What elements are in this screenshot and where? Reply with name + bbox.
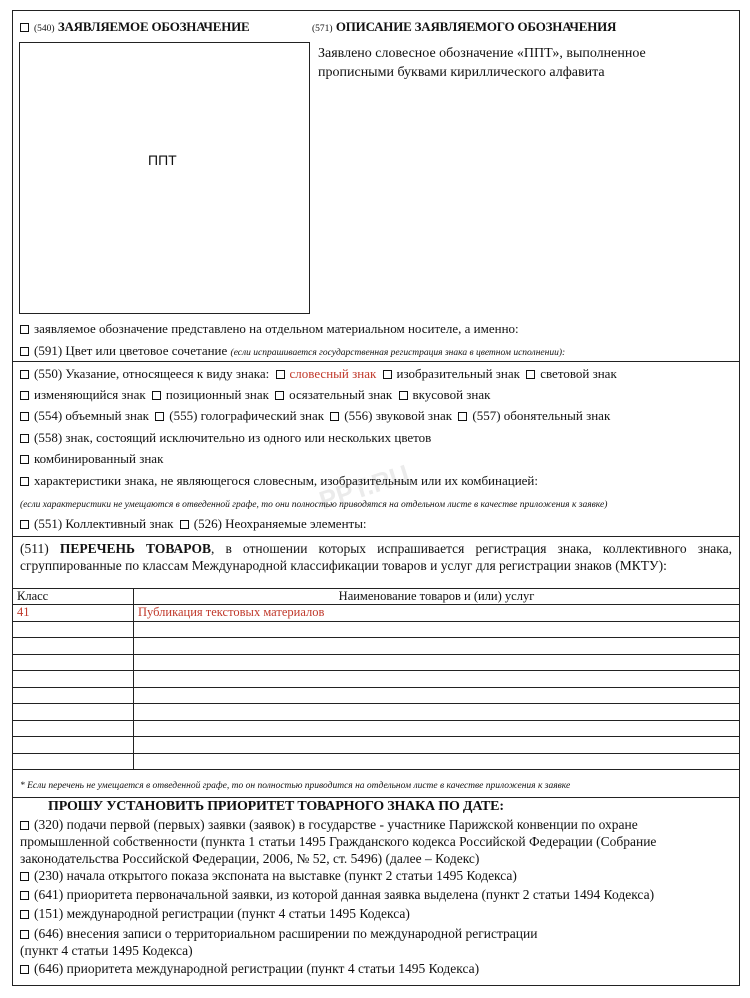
table-row [13,737,740,754]
characteristics-note: (если характеристики не умещаются в отведенной графе, то они полностью приводятся на отдельном листе в качестве приложения к заявке) [20,500,608,510]
checkbox[interactable] [20,347,29,356]
table-row [13,704,740,721]
name-cell[interactable]: Публикация текстовых материалов [134,605,740,622]
mark-type-row-1: (550) Указание, относящееся к виду знака: словесный знак изобразительный знак световой знак [20,366,617,382]
checkbox[interactable] [20,370,29,379]
divider [12,797,740,798]
checkbox[interactable] [20,891,29,900]
checkbox[interactable] [399,391,408,400]
table-row [13,654,740,671]
checkbox[interactable] [20,412,29,421]
table-row [13,720,740,737]
goods-list-intro: (511) ПЕРЕЧЕНЬ ТОВАРОВ, в отношении которых испрашивается регистрация знака, коллективного знака, сгруппированные по классам Международной классификации товаров и услуг для регистрации знаков (МКТУ): [20,541,733,573]
table-row [13,687,740,704]
name-cell[interactable] [134,704,740,721]
mark-type-combined: комбинированный знак [20,451,163,467]
class-cell[interactable] [13,720,134,737]
table-row [13,605,740,622]
checkbox[interactable] [330,412,339,421]
checkbox[interactable] [458,412,467,421]
table-row [13,753,740,770]
class-cell[interactable] [13,671,134,688]
priority-646-international: (646) приоритета международной регистрации (пункт 4 статьи 1495 Кодекса) [20,961,479,977]
checkbox[interactable] [180,520,189,529]
table-row [13,671,740,688]
section-571-header: (571) ОПИСАНИЕ ЗАЯВЛЯЕМОГО ОБОЗНАЧЕНИЯ [312,19,617,34]
class-cell[interactable] [13,687,134,704]
checkbox[interactable] [20,325,29,334]
name-cell[interactable] [134,654,740,671]
class-cell[interactable] [13,704,134,721]
checkbox[interactable] [20,821,29,830]
name-cell[interactable] [134,737,740,754]
name-cell[interactable] [134,638,740,655]
table-row [13,621,740,638]
checkbox[interactable] [20,872,29,881]
checkbox[interactable] [20,455,29,464]
goods-table [12,588,740,770]
mark-text: ППТ [148,152,177,168]
checkbox[interactable] [20,23,29,32]
name-cell[interactable] [134,671,740,688]
checkbox[interactable] [526,370,535,379]
col-class: Класс [13,589,134,605]
watermark: PPT.RU [315,458,413,516]
checkbox[interactable] [20,391,29,400]
verbal-mark-option: словесный знак [289,366,377,381]
collective-unprotected-row: (551) Коллективный знак (526) Неохраняемые элементы: [20,516,367,532]
class-cell[interactable] [13,737,134,754]
priority-646-extension: (646) внесения записи о территориальном расширении по международной регистрации (пункт 4 статьи 1495 Кодекса) [20,926,538,958]
col-name: Наименование товаров и (или) услуг [134,589,740,605]
checkbox[interactable] [20,520,29,529]
name-cell[interactable] [134,621,740,638]
name-cell[interactable] [134,720,740,737]
priority-641: (641) приоритета первоначальной заявки, из которой данная заявка выделена (пункт 2 статьи 1494 Кодекса) [20,887,654,903]
mark-type-row-2: изменяющийся знак позиционный знак осязательный знак вкусовой знак [20,387,490,403]
separate-carrier-option: заявляемое обозначение представлено на отдельном материальном носителе, а именно: [20,321,519,337]
class-cell[interactable] [13,638,134,655]
checkbox[interactable] [275,391,284,400]
checkbox[interactable] [152,391,161,400]
priority-151: (151) международной регистрации (пункт 4 статьи 1495 Кодекса) [20,906,410,922]
priority-230: (230) начала открытого показа экспоната на выставке (пункт 2 статьи 1495 Кодекса) [20,868,517,884]
class-cell[interactable] [13,621,134,638]
class-cell[interactable] [13,654,134,671]
divider [12,361,740,362]
checkbox[interactable] [276,370,285,379]
mark-type-colors: (558) знак, состоящий исключительно из одного или нескольких цветов [20,430,431,446]
table-header [13,589,740,605]
name-cell[interactable] [134,753,740,770]
mark-image-box [19,42,310,314]
mark-type-characteristics: характеристики знака, не являющегося словесным, изобразительным или их комбинацией: [20,473,538,489]
goods-footnote: * Если перечень не умещается в отведенной графе, то он полностью приводится на отдельном листе в качестве приложения к заявке [20,781,571,791]
table-row [13,638,740,655]
checkbox[interactable] [383,370,392,379]
name-cell[interactable] [134,687,740,704]
checkbox[interactable] [155,412,164,421]
checkbox[interactable] [20,965,29,974]
checkbox[interactable] [20,477,29,486]
checkbox[interactable] [20,434,29,443]
checkbox[interactable] [20,930,29,939]
mark-type-row-3: (554) объемный знак (555) голографический знак (556) звуковой знак (557) обонятельный знак [20,408,610,424]
color-591-option: (591) Цвет или цветовое сочетание (если испрашивается государственная регистрация знака в цветном исполнении): [20,343,565,359]
class-cell[interactable]: 41 [13,605,134,622]
checkbox[interactable] [20,910,29,919]
divider [12,536,740,537]
section-540-header: (540) ЗАЯВЛЯЕМОЕ ОБОЗНАЧЕНИЕ [20,19,250,35]
class-cell[interactable] [13,753,134,770]
mark-description: Заявлено словесное обозначение «ППТ», выполненное прописными буквами кириллического алфавита [318,46,646,80]
priority-320: (320) подачи первой (первых) заявки (заявок) в государстве - участнике Парижской конвенции по охране промышленной собственности (пункта 1 статьи 1495 Гражданского кодекса Российской Федерации (Собрание законодательства Российской Федерации, 2006, № 52, ст. 5496) (далее – Кодекс) [20,817,657,866]
priority-title: ПРОШУ УСТАНОВИТЬ ПРИОРИТЕТ ТОВАРНОГО ЗНАКА ПО ДАТЕ: [48,799,504,814]
